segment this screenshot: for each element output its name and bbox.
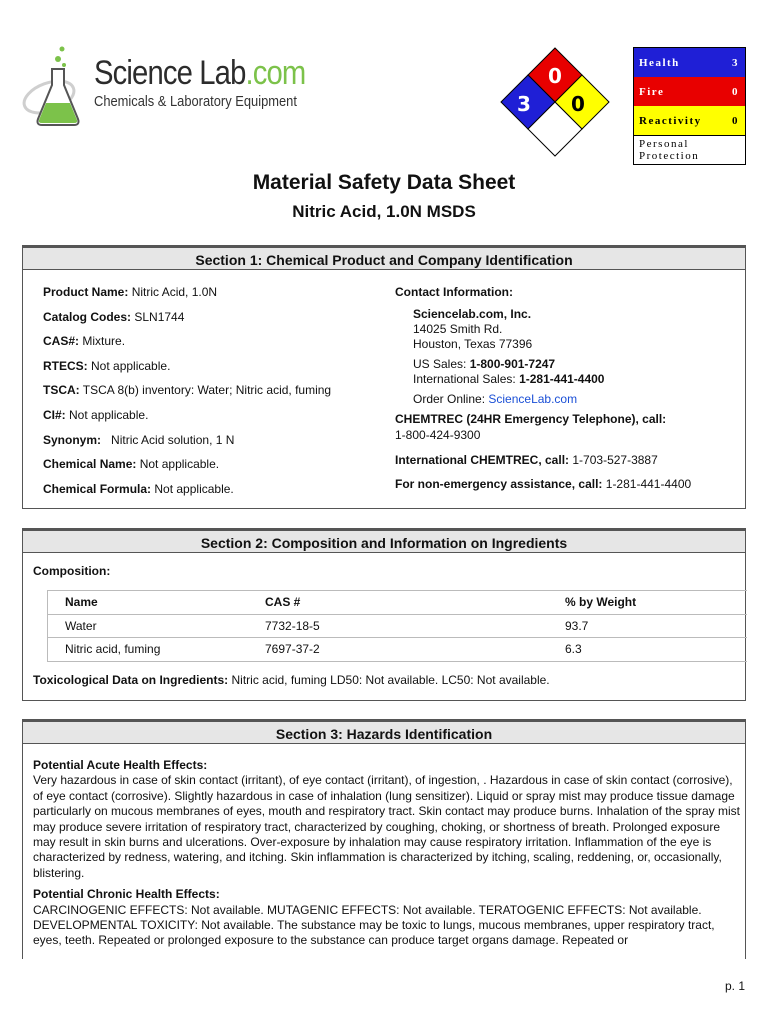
non-emergency-label: For non-emergency assistance, call: xyxy=(395,477,603,491)
table-row xyxy=(47,614,747,638)
hazard-row-reactivity xyxy=(634,106,745,135)
rtecs-label: RTECS: xyxy=(43,358,88,373)
page-number: p. 1 xyxy=(725,979,746,993)
hazard-pp-label-1: Personal xyxy=(639,138,689,150)
tsca-label: TSCA: xyxy=(43,383,80,398)
hazard-pp-label-2: Protection xyxy=(639,150,700,162)
hazard-reactivity-label: Reactivity xyxy=(639,114,702,127)
table-header-row xyxy=(47,591,747,615)
nfpa-reactivity-value: 0 xyxy=(571,92,585,116)
hazard-health-value: 3 xyxy=(732,56,739,69)
product-info xyxy=(43,285,383,506)
ci-row xyxy=(43,408,383,433)
hazard-reactivity-value: 0 xyxy=(732,114,739,127)
toxicological-text: Nitric acid, fuming LD50: Not available. LC50: Not available. xyxy=(231,673,550,687)
toxicological-data xyxy=(33,673,550,687)
cas-label: CAS#: xyxy=(43,334,80,349)
hazard-fire-label: Fire xyxy=(639,85,665,98)
composition-label: Composition: xyxy=(33,564,111,578)
tsca-row xyxy=(43,383,383,408)
intl-sales-phone: 1-281-441-4400 xyxy=(519,372,605,386)
us-sales-row xyxy=(395,357,735,372)
hazard-health-label: Health xyxy=(639,56,680,69)
logo-wordmark xyxy=(94,55,340,110)
catalog-codes-label: Catalog Codes: xyxy=(43,309,132,324)
company-name: Sciencelab.com, Inc. xyxy=(413,307,532,321)
hazard-fire-value: 0 xyxy=(732,85,739,98)
ingredient-weight: 93.7 xyxy=(565,618,589,633)
col-header-name: Name xyxy=(65,595,98,610)
col-header-cas: CAS # xyxy=(265,595,301,610)
ci-label: CI#: xyxy=(43,407,66,422)
synonym-value: Nitric Acid solution, 1 N xyxy=(111,432,235,447)
logo-domain: .com xyxy=(245,54,306,92)
address-line-1: 14025 Smith Rd. xyxy=(413,322,503,336)
order-online-label: Order Online: xyxy=(413,392,486,406)
chemical-formula-row xyxy=(43,482,383,507)
section-2 xyxy=(22,528,746,701)
order-online-row xyxy=(395,392,735,412)
ingredient-cas: 7732-18-5 xyxy=(265,618,320,633)
toxicological-label: Toxicological Data on Ingredients: xyxy=(33,673,229,687)
rtecs-row xyxy=(43,359,383,384)
intl-chemtrec-phone: 1-703-527-3887 xyxy=(572,453,658,467)
chronic-effects-heading: Potential Chronic Health Effects: xyxy=(33,887,220,902)
product-name-value: Nitric Acid, 1.0N xyxy=(131,285,218,299)
chemtrec-phone: 1-800-424-9300 xyxy=(395,428,481,442)
document-title: Material Safety Data Sheet xyxy=(252,171,516,194)
us-sales-phone: 1-800-901-7247 xyxy=(469,357,556,371)
document-subtitle: Nitric Acid, 1.0N MSDS xyxy=(292,202,476,221)
rtecs-value: Not applicable. xyxy=(91,358,171,373)
ingredient-name: Water xyxy=(65,618,97,633)
acute-effects-text: Very hazardous in case of skin contact (irritant), of eye contact (irritant), of ingestion, . Hazardous in case of skin contact (corrosive), of eye contact (corrosive). Slightly hazardous in case of inhalation (lung sensitizer). Liquid or spray mist may produce tissue damage particularly on mucous membranes of eyes, mouth and respiratory tract. Skin contact may produce burns. Inhalation of the spray mist may produce severe irritation of respiratory tract, characterized by coughing, choking, or shortness of breath. Prolonged exposure may result in skin burns and ulcerations. Over-exposure by inhalation may cause respiratory irritation. Inflammation of the eye is characterized by redness, watering, and itching. Skin inflammation is characterized by itching, scaling, reddening, or, occasionally, blistering. xyxy=(33,773,740,880)
table-row xyxy=(47,638,747,662)
ci-value: Not applicable. xyxy=(69,407,149,422)
sciencelab-logo xyxy=(22,45,306,131)
synonym-label: Synonym: xyxy=(43,432,102,447)
order-online-link[interactable]: ScienceLab.com xyxy=(488,392,578,406)
col-header-weight: % by Weight xyxy=(565,595,637,610)
chemical-formula-label: Chemical Formula: xyxy=(43,481,152,496)
flask-icon xyxy=(22,45,92,131)
section-3 xyxy=(22,719,746,959)
nfpa-diamond xyxy=(497,46,613,162)
hazard-rating-table xyxy=(633,47,746,165)
logo-name: Science Lab xyxy=(94,54,246,92)
chemtrec-label: CHEMTREC (24HR Emergency Telephone), call: xyxy=(395,412,667,426)
catalog-codes-value: SLN1744 xyxy=(134,309,185,324)
chemical-name-value: Not applicable. xyxy=(139,457,220,472)
product-name-row xyxy=(43,285,383,310)
ingredient-name: Nitric acid, fuming xyxy=(65,642,161,657)
chemical-formula-value: Not applicable. xyxy=(154,481,234,496)
us-sales-label: US Sales: xyxy=(413,357,467,371)
synonym-row xyxy=(43,433,383,458)
acute-effects-heading: Potential Acute Health Effects: xyxy=(33,758,208,772)
ingredient-cas: 7697-37-2 xyxy=(265,642,320,657)
nfpa-health-value: 3 xyxy=(517,92,531,116)
section-3-title: Section 3: Hazards Identification xyxy=(23,720,745,744)
contact-info xyxy=(395,285,735,493)
intl-sales-label: International Sales: xyxy=(413,372,516,386)
hazard-row-fire xyxy=(634,77,745,106)
hazards-body xyxy=(33,758,743,955)
section-1-title: Section 1: Chemical Product and Company Identification xyxy=(23,246,745,270)
intl-chemtrec-row xyxy=(395,453,735,477)
intl-chemtrec-label: International CHEMTREC, call: xyxy=(395,453,570,467)
cas-value: Mixture. xyxy=(82,334,126,349)
nfpa-fire-value: 0 xyxy=(548,64,562,88)
composition-table xyxy=(47,590,747,662)
chemical-name-row xyxy=(43,457,383,482)
chronic-effects-text: CARCINOGENIC EFFECTS: Not available. MUTAGENIC EFFECTS: Not available. TERATOGENIC EFFECTS: Not available. DEVELOPMENTAL TOXICITY: Not available. The substance may be toxic to lungs, mucous membranes, upper respiratory tract, eyes, teeth. Repeated or prolonged exposure to the substance can produce target organs damage. Repeated or xyxy=(33,902,715,948)
catalog-codes-row xyxy=(43,310,383,335)
non-emergency-row xyxy=(395,477,735,493)
hazard-row-health xyxy=(634,48,745,77)
intl-sales-row xyxy=(395,372,735,392)
section-1 xyxy=(22,245,746,509)
hazard-row-personal-protection xyxy=(634,135,745,164)
non-emergency-phone: 1-281-441-4400 xyxy=(605,477,692,491)
contact-label: Contact Information: xyxy=(395,285,513,299)
section-2-title: Section 2: Composition and Information on Ingredients xyxy=(23,529,745,553)
product-name-label: Product Name: xyxy=(43,285,129,299)
logo-tagline: Chemicals & Laboratory Equipment xyxy=(94,93,297,110)
tsca-value: TSCA 8(b) inventory: Water; Nitric acid, fuming xyxy=(82,383,332,398)
cas-row xyxy=(43,334,383,359)
ingredient-weight: 6.3 xyxy=(565,642,582,657)
address-line-2: Houston, Texas 77396 xyxy=(413,337,533,351)
chemical-name-label: Chemical Name: xyxy=(43,457,137,472)
